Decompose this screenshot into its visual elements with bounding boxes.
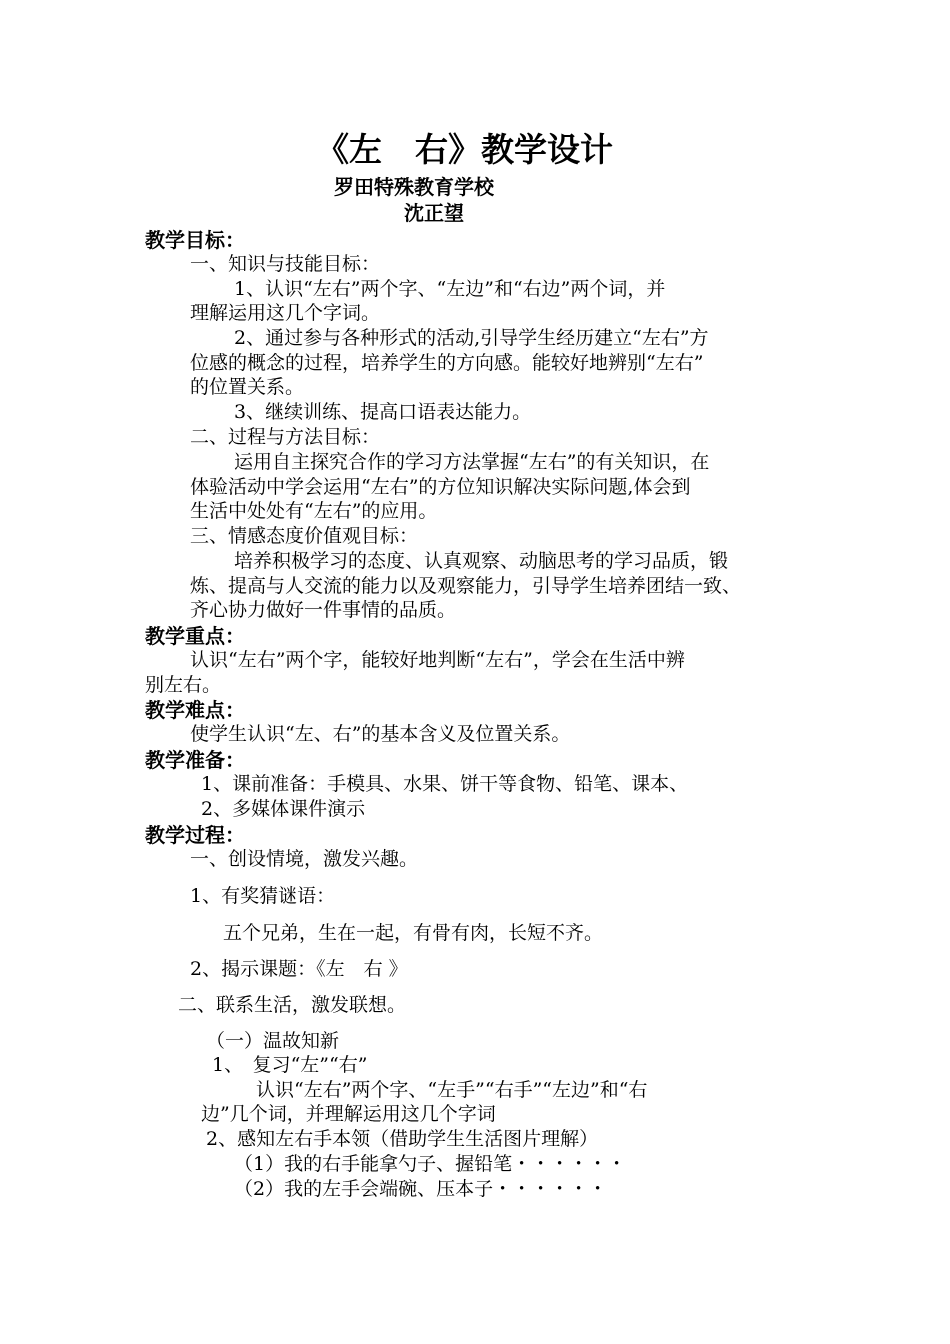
process-part-1-item-1: 1、有奖猜谜语：: [190, 885, 336, 907]
objective-section-3-line-3: 齐心协力做好一件事情的品质。: [190, 599, 457, 621]
objective-section-3-title: 三、情感态度价值观目标：: [190, 525, 419, 547]
preparation-item-2: 2、多媒体课件演示: [201, 798, 366, 820]
objective-section-2-title: 二、过程与方法目标：: [190, 426, 381, 448]
key-points-line-1: 认识“左右”两个字，能较好地判断“左右”，学会在生活中辨: [190, 649, 685, 671]
objective-2-line-1: 2、通过参与各种形式的活动,引导学生经历建立“左右”方: [234, 327, 709, 349]
riddle-text: 五个兄弟，生在一起，有骨有肉，长短不齐。: [223, 922, 604, 944]
objective-section-2-line-3: 生活中处处有“左右”的应用。: [190, 500, 438, 522]
process-part-2-item-2-line-2: （2）我的左手会端碗、压本子・・・・・・: [234, 1178, 608, 1200]
objective-1-line-1: 1、认识“左右”两个字、“左边”和“右边”两个词，并: [234, 278, 666, 300]
difficulties-heading: 教学难点：: [145, 698, 245, 722]
process-part-1-item-2: 2、揭示课题：《左 右 》: [190, 958, 408, 980]
key-points-heading: 教学重点：: [145, 624, 245, 648]
author-name: 沈正望: [404, 201, 464, 225]
objective-3-line: 3、继续训练、提高口语表达能力。: [234, 401, 532, 423]
objective-section-3-line-2: 炼、提高与人交流的能力以及观察能力，引导学生培养团结一致、: [190, 575, 742, 597]
process-part-2: 二、联系生活，激发联想。: [178, 994, 407, 1016]
difficulties-line: 使学生认识“左、右”的基本含义及位置关系。: [190, 723, 571, 745]
preparation-heading: 教学准备：: [145, 748, 245, 772]
process-part-2-subsection-1: （一）温故知新: [206, 1030, 340, 1052]
school-name: 罗田特殊教育学校: [334, 175, 494, 199]
process-part-2-item-1-line-2: 边”几个词，并理解运用这几个字词: [201, 1103, 496, 1125]
objective-section-2-line-1: 运用自主探究合作的学习方法掌握“左右”的有关知识，在: [234, 451, 710, 473]
objective-2-line-3: 的位置关系。: [190, 376, 305, 398]
process-part-2-item-1: 1、 复习“左”“右”: [212, 1054, 368, 1076]
key-points-line-2: 别左右。: [145, 674, 222, 696]
process-heading: 教学过程：: [145, 823, 245, 847]
objective-section-2-line-2: 体验活动中学会运用“左右”的方位知识解决实际问题,体会到: [190, 476, 691, 498]
process-part-2-item-1-line-1: 认识“左右”两个字、“左手”“右手”“左边”和“右: [256, 1079, 648, 1101]
objective-section-3-line-1: 培养积极学习的态度、认真观察、动脑思考的学习品质，锻: [234, 550, 729, 572]
preparation-item-1: 1、课前准备：手模具、水果、饼干等食物、铅笔、课本、: [201, 773, 689, 795]
objectives-heading: 教学目标：: [145, 228, 245, 252]
process-part-2-item-2: 2、感知左右手本领（借助学生生活图片理解）: [206, 1128, 599, 1150]
process-part-1: 一、创设情境，激发兴趣。: [190, 848, 419, 870]
document-title: 《左 右》教学设计: [316, 130, 613, 169]
objective-1-line-2: 理解运用这几个字词。: [190, 302, 381, 324]
objective-section-1-title: 一、知识与技能目标：: [190, 253, 381, 275]
objective-2-line-2: 位感的概念的过程，培养学生的方向感。能较好地辨别“左右”: [190, 352, 704, 374]
process-part-2-item-2-line-1: （1）我的右手能拿勺子、握铅笔・・・・・・: [234, 1153, 627, 1175]
